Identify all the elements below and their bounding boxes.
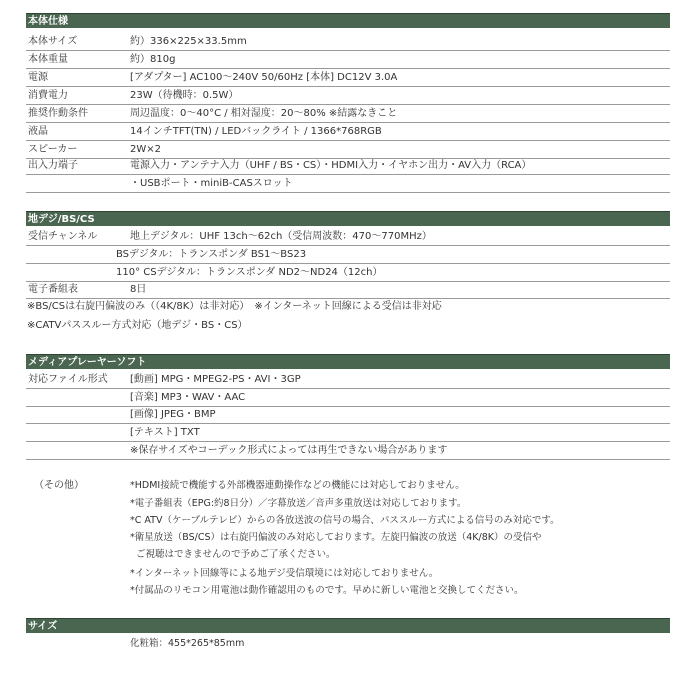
other-note-line: *インターネット回線等による地デジ受信環境には対応しておりません。 <box>130 568 439 579</box>
media-row-video <box>26 372 670 389</box>
tuner-note: ※BS/CSは右旋円偏波のみ（（4K/8K）は非対応） ※インターネット回線による受信は非対応 <box>27 301 442 312</box>
media-row-image <box>26 407 670 424</box>
spec-value: [アダプター] AC100〜240V 50/60Hz [本体] DC12V 3.0A <box>130 72 398 83</box>
spec-value: BSデジタル：トランスポンダ BS1〜BS23 <box>116 249 307 260</box>
media-row-music <box>26 390 670 407</box>
spec-row-io-ports <box>26 158 670 175</box>
spec-value: [画像] JPEG・BMP <box>130 409 216 420</box>
tuner-row-cs <box>26 265 670 282</box>
spec-label: 本体サイズ <box>28 36 78 47</box>
spec-row-body-size <box>26 34 670 51</box>
other-note-line: *HDMI接続で機能する外部機器連動操作などの機能には対応しておりません。 <box>130 480 465 491</box>
tuner-note: ※CATVパススルー方式対応（地デジ・BS・CS） <box>27 320 248 331</box>
spec-row-io-ports-cont <box>26 176 670 193</box>
spec-value: [音楽] MP3・WAV・AAC <box>130 392 246 403</box>
tuner-row-channels <box>26 229 670 246</box>
spec-label: 消費電力 <box>28 90 68 101</box>
spec-row-body-weight <box>26 52 670 69</box>
spec-value: ・USBポート・miniB-CASスロット <box>130 178 293 189</box>
spec-label: 液晶 <box>28 126 48 137</box>
spec-row-lcd <box>26 124 670 141</box>
other-note-line: ご視聴はできませんので予めご了承ください。 <box>136 549 336 560</box>
spec-value: 110° CSデジタル：トランスポンダ ND2〜ND24（12ch） <box>116 267 383 278</box>
section-header-media: メディアプレーヤーソフト <box>26 354 670 369</box>
spec-value: [テキスト] TXT <box>130 427 200 438</box>
section-header-size: サイズ <box>26 618 670 633</box>
size-value: 化粧箱：455*265*85mm <box>130 638 245 649</box>
spec-label: 電子番組表 <box>28 284 78 295</box>
spec-value: 23W（待機時：0.5W） <box>130 90 239 101</box>
section-header-body-spec: 本体仕様 <box>26 13 670 28</box>
tuner-row-bs <box>26 247 670 264</box>
other-label: （その他） <box>34 480 84 491</box>
section-header-tuner: 地デジ/BS/CS <box>26 211 670 226</box>
spec-value: 約）336×225×33.5mm <box>130 36 247 47</box>
spec-row-power-consumption <box>26 88 670 105</box>
spec-row-operating-conditions <box>26 106 670 123</box>
spec-value: 2W×2 <box>130 144 161 155</box>
spec-value: [動画] MPG・MPEG2-PS・AVI・3GP <box>130 374 301 385</box>
spec-value: 14インチTFT(TN) / LEDバックライト / 1366*768RGB <box>130 126 382 137</box>
spec-value: 約）810g <box>130 54 176 65</box>
spec-value: 電源入力・アンテナ入力（UHF / BS・CS）・HDMI入力・イヤホン出力・AV入力（RCA） <box>130 160 532 171</box>
spec-row-speaker <box>26 142 670 159</box>
spec-value: ※保存サイズやコーデック形式によっては再生できない場合があります <box>130 445 448 456</box>
other-note-line: *電子番組表（EPG:約8日分）／字幕放送／音声多重放送は対応しております。 <box>130 498 467 509</box>
media-row-text <box>26 425 670 442</box>
other-note-line: *C ATV（ケーブルテレビ）からの各放送波の信号の場合、パススルー方式による信号のみ対応です。 <box>130 515 560 526</box>
spec-label: 推奨作動条件 <box>28 108 88 119</box>
spec-label: 出入力端子 <box>28 160 78 171</box>
other-note-line: *衛星放送（BS/CS）は右旋円偏波のみ対応しております。左旋円偏波の放送（4K/8K）の受信や <box>130 532 542 543</box>
spec-label: 受信チャンネル <box>28 231 98 242</box>
spec-value: 地上デジタル：UHF 13ch〜62ch（受信周波数：470〜770MHz） <box>130 231 432 242</box>
other-note-line: *付属品のリモコン用電池は動作確認用のものです。早めに新しい電池と交換してください。 <box>130 585 524 596</box>
spec-value: 周辺温度：0〜40°C / 相対湿度：20〜80% ※結露なきこと <box>130 108 398 119</box>
spec-value: 8日 <box>130 284 147 295</box>
spec-row-power <box>26 70 670 87</box>
spec-label: 対応ファイル形式 <box>28 374 108 385</box>
spec-label: スピーカー <box>28 144 78 155</box>
spec-label: 電源 <box>28 72 48 83</box>
spec-label: 本体重量 <box>28 54 68 65</box>
tuner-row-epg <box>26 282 670 299</box>
media-row-note <box>26 443 670 460</box>
